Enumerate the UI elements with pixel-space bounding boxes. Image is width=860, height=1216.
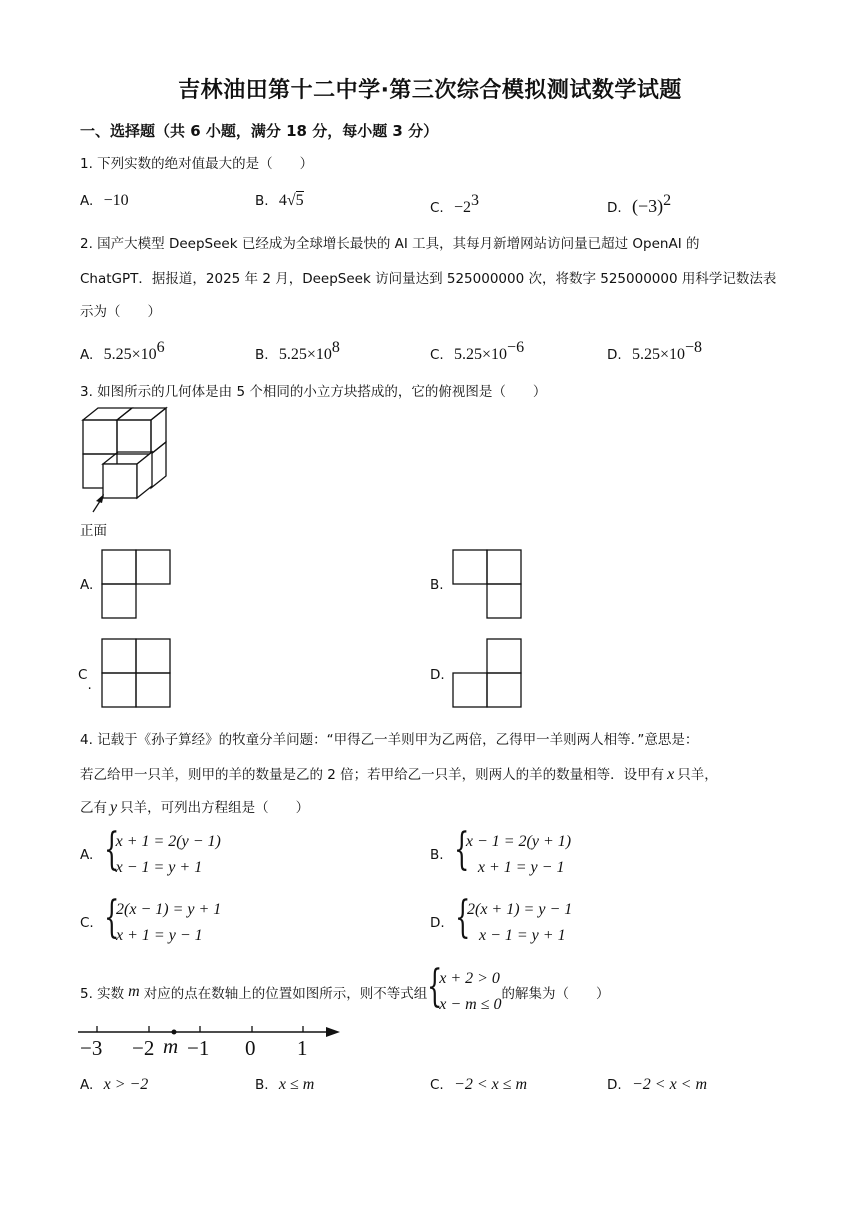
equation-2: x + 1 = y − 1: [477, 859, 565, 876]
text: 乙有: [80, 800, 107, 816]
option-label: C: [78, 667, 88, 683]
q2-option-b[interactable]: [255, 339, 340, 364]
equation-2: x − 1 = y + 1: [115, 859, 203, 876]
option-label: B.: [255, 1077, 269, 1093]
exponent: 6: [156, 339, 165, 356]
q3-option-c-label[interactable]: [78, 667, 92, 693]
option-label: C.: [430, 347, 444, 363]
option-value: −2 < x < m: [631, 1076, 708, 1093]
option-label: C.: [430, 200, 444, 216]
q4-option-c[interactable]: [80, 892, 222, 949]
q3-option-d-label[interactable]: D.: [430, 667, 445, 683]
option-label: D.: [607, 347, 622, 363]
q4-option-a[interactable]: [80, 824, 221, 881]
q4-option-b[interactable]: [430, 824, 572, 881]
q4-option-d[interactable]: [430, 892, 573, 949]
text: 只羊，: [677, 767, 718, 783]
q1-option-c[interactable]: [430, 192, 479, 217]
section-heading: 一、选择题（共 6 小题，满分 18 分，每小题 3 分）: [80, 122, 439, 140]
option-value: 5.25×10: [103, 346, 157, 363]
option-value: 5.25×10: [454, 346, 508, 363]
exponent: 3: [471, 192, 480, 209]
option-label: B.: [255, 193, 269, 209]
brace: {: [427, 961, 443, 1012]
q1-option-b[interactable]: [255, 192, 304, 210]
question-5-stem: [80, 961, 610, 1018]
q3-option-c-figure[interactable]: [101, 638, 173, 710]
cube-figure: [78, 404, 178, 514]
equation-1: x − 1 = 2(y + 1): [465, 833, 572, 850]
equation-2: x − 1 = y + 1: [478, 927, 566, 944]
option-value: (−3): [631, 196, 664, 216]
page-title: 吉林油田第十二中学·第三次综合模拟测试数学试题: [178, 78, 682, 103]
equation-system: [104, 892, 222, 949]
exponent: −6: [507, 339, 525, 356]
inequality-2: x − m ≤ 0: [439, 996, 502, 1013]
q2-option-d[interactable]: [607, 339, 702, 364]
sqrt-sign: √: [286, 192, 296, 209]
option-label: A.: [80, 347, 94, 363]
axis-label-neg2: −2: [132, 1036, 155, 1060]
question-4-line-3: [80, 796, 309, 817]
option-label: C.: [430, 1077, 444, 1093]
option-label: B.: [430, 847, 444, 863]
q5-option-b[interactable]: [255, 1076, 314, 1094]
var-x: x: [667, 766, 675, 783]
q5-option-d[interactable]: [607, 1076, 707, 1094]
var-y: y: [110, 799, 118, 816]
q1-option-a[interactable]: [80, 192, 129, 210]
text: 若乙给甲一只羊，则甲的羊的数量是乙的 2 倍；若甲给乙一只羊，则两人的羊的数量相等．设甲有: [80, 767, 665, 783]
option-value: −10: [103, 192, 129, 209]
option-label: D.: [607, 200, 622, 216]
equation-system: [453, 824, 572, 881]
axis-label-m: m: [163, 1034, 179, 1058]
option-label: A.: [80, 1077, 94, 1093]
question-2-line-2: ChatGPT．据报道，2025 年 2 月，DeepSeek 访问量达到 525000000 次，将数字 525000000 用科学记数法表: [80, 271, 777, 287]
brace: {: [104, 892, 120, 943]
question-4-line-1: 4. 记载于《孙子算经》的牧童分羊问题：“甲得乙一羊则甲为乙两倍，乙得甲一羊则两人相等．”意思是：: [80, 732, 699, 748]
q3-option-b-label[interactable]: B.: [430, 577, 444, 593]
front-view-label: 正面: [80, 523, 107, 539]
inequality-1: x + 2 > 0: [439, 970, 500, 987]
option-dot: .: [87, 677, 92, 693]
option-value: 5.25×10: [278, 346, 332, 363]
option-value: −2: [454, 199, 472, 216]
equation-system: [103, 824, 221, 881]
brace: {: [453, 824, 470, 875]
equation-system: [454, 892, 573, 949]
option-value-coef: 4: [278, 192, 287, 209]
q3-option-b-figure[interactable]: [452, 549, 524, 621]
question-2-line-1: 2. 国产大模型 DeepSeek 已经成为全球增长最快的 AI 工具，其每月新增网站访问量已超过 OpenAI 的: [80, 236, 700, 252]
q2-option-a[interactable]: [80, 339, 165, 364]
brace: {: [454, 892, 471, 943]
option-label: B.: [255, 347, 269, 363]
q3-option-a-figure[interactable]: [101, 549, 173, 621]
text: 对应的点在数轴上的位置如图所示，则不等式组: [143, 986, 428, 1002]
equation-1: 2(x − 1) = y + 1: [116, 901, 222, 918]
question-4-line-2: [80, 763, 718, 784]
var-m: m: [128, 983, 140, 1000]
brace: {: [103, 824, 119, 875]
text: 的解集为（ ）: [501, 986, 610, 1002]
q5-option-a[interactable]: [80, 1076, 148, 1094]
q3-option-d-figure[interactable]: [452, 638, 524, 710]
option-label: D.: [607, 1077, 622, 1093]
equation-2: x + 1 = y − 1: [116, 927, 203, 944]
number-line: [78, 1022, 348, 1064]
exponent: 8: [331, 339, 340, 356]
option-label: D.: [430, 915, 445, 931]
equation-1: x + 1 = 2(y − 1): [115, 833, 221, 850]
axis-label-neg1: −1: [187, 1036, 210, 1060]
question-3-stem: 3. 如图所示的几何体是由 5 个相同的小立方块搭成的，它的俯视图是（ ）: [80, 384, 547, 400]
q5-option-c[interactable]: [430, 1076, 527, 1094]
q3-option-a-label[interactable]: A.: [80, 577, 94, 593]
exponent: 2: [663, 192, 672, 209]
option-label: A.: [80, 193, 94, 209]
equation-1: 2(x + 1) = y − 1: [466, 901, 573, 918]
inequality-system: [427, 961, 502, 1018]
radicand: 5: [295, 192, 304, 209]
text: 5. 实数: [80, 986, 125, 1002]
text: 只羊，可列出方程组是（ ）: [120, 800, 310, 816]
question-1-stem: 1. 下列实数的绝对值最大的是（ ）: [80, 156, 314, 172]
option-value: 5.25×10: [631, 346, 686, 363]
axis-label-1: 1: [297, 1036, 308, 1060]
q1-option-d[interactable]: [607, 192, 671, 217]
option-value: x ≤ m: [278, 1076, 315, 1093]
axis-label-0: 0: [245, 1036, 256, 1060]
q2-option-c[interactable]: [430, 339, 524, 364]
option-value: −2 < x ≤ m: [454, 1076, 528, 1093]
exponent: −8: [685, 339, 703, 356]
option-label: A.: [80, 847, 94, 863]
question-2-line-3: 示为（ ）: [80, 304, 161, 320]
axis-label-neg3: −3: [80, 1036, 103, 1060]
option-label: C.: [80, 915, 94, 931]
option-value: x > −2: [103, 1076, 149, 1093]
